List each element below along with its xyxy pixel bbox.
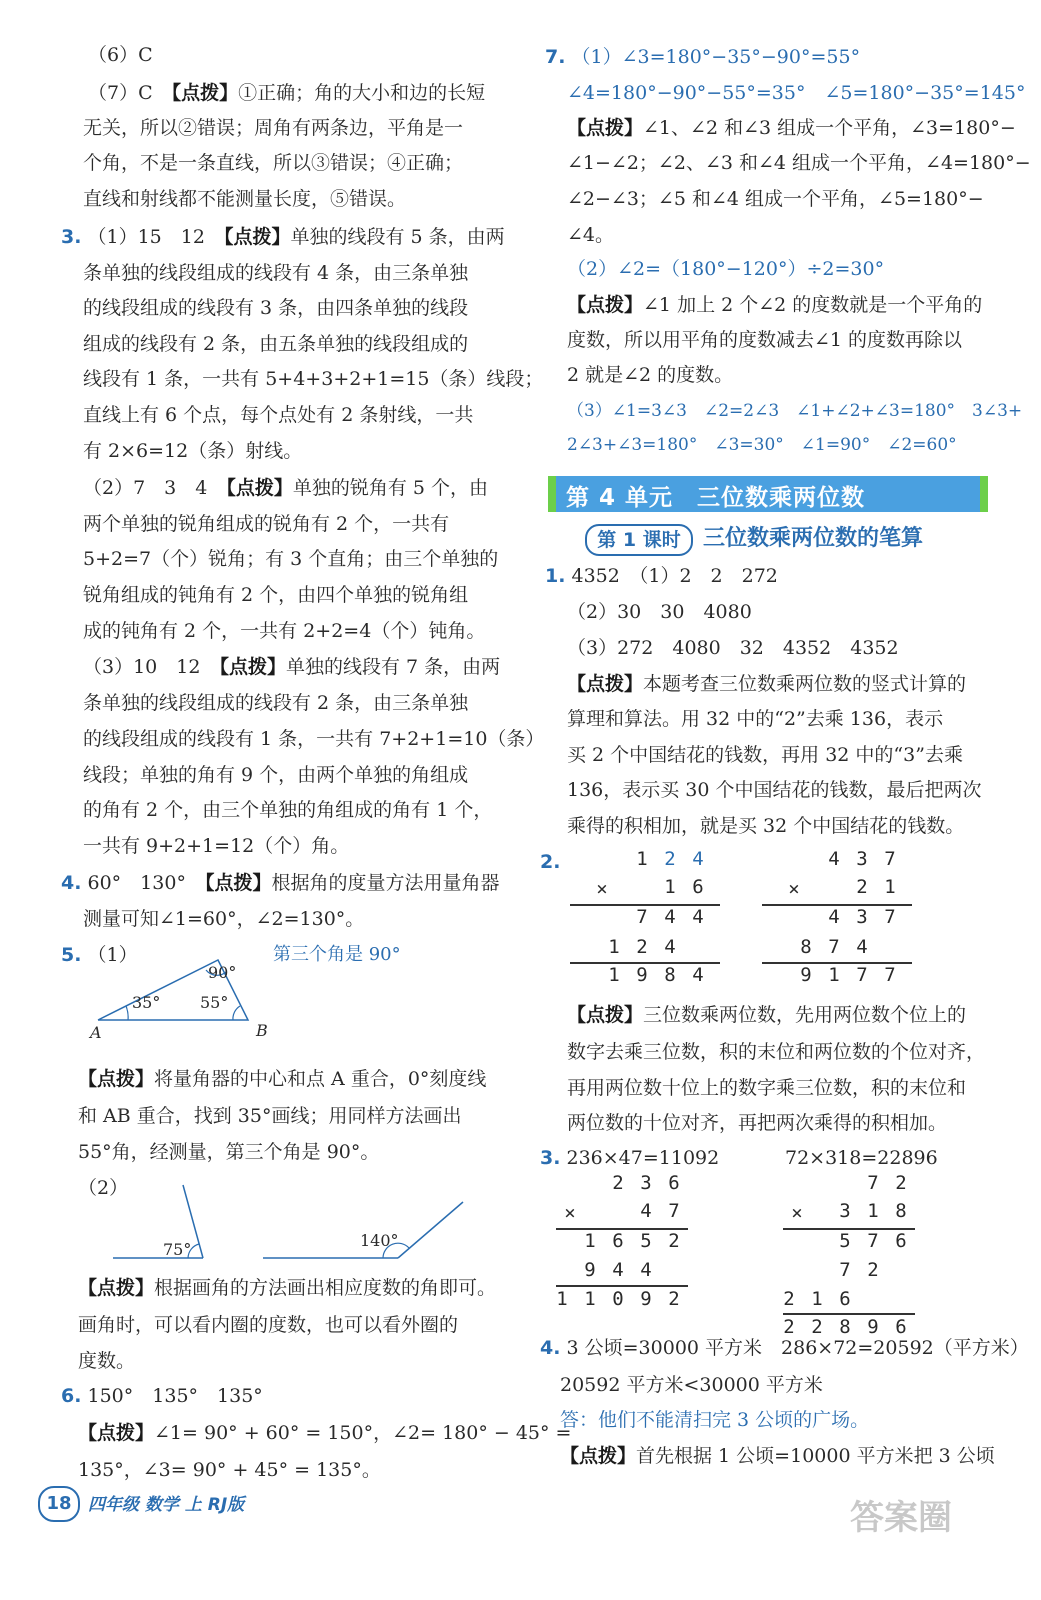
digit: 2	[811, 1316, 823, 1338]
answer-line: 的线段组成的线段有 1 条，一共有 7+2+1=10（条）	[83, 728, 545, 750]
tip-label: 【点拨】	[171, 82, 239, 104]
digit: 6	[839, 1288, 851, 1310]
vertical-multiplication	[762, 848, 912, 988]
angle-arc-55	[233, 1006, 240, 1020]
question-number: 3.	[61, 226, 82, 248]
digit: 1	[867, 1200, 879, 1222]
answer-line: 直线和射线都不能测量长度，⑤错误。	[83, 188, 407, 210]
answer-line: 两位数的十位对齐，再把两次乘得的积相加。	[567, 1112, 948, 1134]
lesson-tag: 第 1 课时	[585, 524, 693, 556]
tip-label: 【点拨】	[78, 1277, 155, 1299]
question-number: 6.	[61, 1385, 82, 1407]
answer-line: 个角，不是一条直线，所以③错误；④正确；	[83, 152, 464, 174]
tip-label: 【点拨】	[567, 294, 644, 316]
digit: 7	[884, 906, 896, 928]
answer-line: 买 2 个中国结花的钱数，再用 32 中的“3”去乘	[567, 744, 963, 766]
digit: 1	[608, 936, 620, 958]
angle-arc-35	[126, 1006, 128, 1020]
label-140: 140°	[360, 1231, 399, 1250]
answer-line: 度数。	[78, 1350, 136, 1372]
answer-line: 乘得的积相加，就是买 32 个中国结花的钱数。	[567, 815, 965, 837]
digit: 4	[828, 848, 840, 870]
digit: 2	[867, 1259, 879, 1281]
answer-line: 再用两位数十位上的数字乘三位数，积的末位和	[567, 1077, 967, 1099]
unit-title: 第 4 单元 三位数乘两位数	[566, 485, 866, 511]
angle140-ray	[398, 1202, 463, 1258]
answer-line: 的角有 2 个，由三个单独的角组成的角有 1 个，	[83, 799, 493, 821]
answer-line: 一共有 9+2+1=12（个）角。	[83, 835, 350, 857]
answer-line: 2∠3+∠3=180° ∠3=30° ∠1=90° ∠2=60°	[567, 435, 957, 455]
answer-line: 成的钝角有 2 个，一共有 2+2=4（个）钝角。	[83, 620, 486, 642]
tip-label: 【点拨】	[78, 1068, 155, 1090]
digit: 7	[668, 1200, 680, 1222]
digit: 7	[884, 848, 896, 870]
tip-label: 【点拨】	[204, 872, 272, 894]
digit: 2	[856, 876, 868, 898]
banner-stripe	[548, 476, 556, 512]
digit: 9	[636, 964, 648, 986]
lesson-title: 三位数乘两位数的笔算	[703, 526, 924, 551]
digit: 7	[856, 964, 868, 986]
answer-line: 55°角，经测量，第三个角是 90°。	[78, 1141, 380, 1163]
times-sign: ×	[596, 878, 608, 900]
question-1: 1. 4352 （1）2 2 272	[545, 565, 778, 587]
digit: 3	[839, 1200, 851, 1222]
question-3-right: 3. 236×47=11092	[540, 1147, 720, 1169]
tip-label: 【点拨】	[567, 1004, 644, 1026]
answer-line: 135°，∠3= 90° + 45° = 135°。	[78, 1459, 381, 1481]
answer-line: 组成的线段有 2 条，由五条单独的线段组成的	[83, 333, 469, 355]
answer-line: 的线段组成的线段有 3 条，由四条单独的线段	[83, 297, 469, 319]
answer-line: 数字去乘三位数，积的末位和两位数的个位对齐，	[567, 1041, 986, 1063]
answer-line: （2）∠2=（180°−120°）÷2=30°	[567, 258, 885, 280]
answer-line: 测量可知∠1=60°，∠2=130°。	[83, 908, 365, 930]
label-90: 90°	[208, 963, 237, 982]
digit: 4	[640, 1259, 652, 1281]
tip-label: 【点拨】	[223, 226, 291, 248]
answer-line: 【点拨】∠1= 90° + 60° = 150°，∠2= 180° − 45° =	[78, 1422, 572, 1444]
answer-line: 【点拨】本题考查三位数乘两位数的竖式计算的	[567, 673, 967, 695]
question-7: 7. （1）∠3=180°−35°−90°=55°	[545, 46, 861, 68]
answer-line: ∠1−∠2；∠2、∠3 和∠4 组成一个平角，∠4=180°−	[567, 152, 1031, 174]
digit: 6	[895, 1230, 907, 1252]
digit: 2	[895, 1172, 907, 1194]
tip-label: 【点拨】	[567, 673, 644, 695]
banner-stripe	[980, 476, 988, 512]
digit: 9	[800, 964, 812, 986]
tip-label: 【点拨】	[560, 1445, 637, 1467]
triangle-diagram	[88, 950, 288, 1045]
answer-line: （6）C	[88, 44, 153, 66]
question-number: 7.	[545, 46, 566, 68]
answer-line: 【点拨】∠1、∠2 和∠3 组成一个平角，∠3=180°−	[567, 117, 1016, 139]
answer-line: 【点拨】∠1 加上 2 个∠2 的度数就是一个平角的	[567, 294, 983, 316]
digit: 2	[668, 1288, 680, 1310]
rule	[783, 1313, 915, 1315]
answer-line: ∠4。	[567, 224, 615, 246]
times-sign: ×	[788, 878, 800, 900]
answer-line: ∠2−∠3；∠5 和∠4 组成一个平角，∠5=180°−	[567, 188, 984, 210]
answer-line: 条单独的线段组成的线段有 4 条，由三条单独	[83, 262, 469, 284]
answer-line: （7）C 【点拨】①正确；角的大小和边的长短	[88, 82, 486, 104]
answer-line: 算理和算法。用 32 中的“2”去乘 136，表示	[567, 708, 944, 730]
tip-label: 【点拨】	[567, 117, 644, 139]
answer-line: 答：他们不能清扫完 3 公顷的广场。	[560, 1409, 870, 1431]
digit: 6	[692, 876, 704, 898]
digit: 4	[664, 936, 676, 958]
answer-line: 和 AB 重合，找到 35°画线；用同样方法画出	[78, 1105, 462, 1127]
answer-line: 20592 平方米<30000 平方米	[560, 1374, 823, 1396]
rule	[556, 1285, 688, 1287]
digit: 5	[640, 1230, 652, 1252]
answer-line: 有 2×6=12（条）射线。	[83, 440, 303, 462]
question-number: 1.	[545, 565, 566, 587]
digit: 7	[884, 964, 896, 986]
angle-drawings	[108, 1180, 468, 1265]
answer-line: 锐角组成的钝角有 2 个，由四个单独的锐角组	[83, 584, 469, 606]
digit: 6	[612, 1230, 624, 1252]
question-number: 4.	[61, 872, 82, 894]
digit: 8	[839, 1316, 851, 1338]
digit: 1	[584, 1288, 596, 1310]
digit: 4	[692, 964, 704, 986]
digit: 7	[839, 1259, 851, 1281]
question-4-right: 4. 3 公顷=30000 平方米 286×72=20592（平方米）	[540, 1337, 1029, 1359]
answer-line: （2）	[78, 1177, 129, 1199]
digit: 6	[895, 1316, 907, 1338]
answer-line: 2 就是∠2 的度数。	[567, 364, 734, 386]
digit: 2	[668, 1230, 680, 1252]
question-number: 5.	[61, 944, 82, 966]
digit: 8	[664, 964, 676, 986]
vertical-multiplication	[556, 1172, 688, 1317]
label-35: 35°	[132, 993, 161, 1012]
page-number: 18	[38, 1486, 80, 1522]
digit: 3	[856, 848, 868, 870]
digit: 1	[811, 1288, 823, 1310]
digit: 1	[556, 1288, 568, 1310]
tip-label: 【点拨】	[219, 656, 286, 678]
q5-note: 第三个角是 90°	[273, 944, 401, 965]
digit: 4	[692, 848, 704, 870]
answer-line: （3）∠1=3∠3 ∠2=2∠3 ∠1+∠2+∠3=180° 3∠3+	[567, 401, 1023, 421]
answer-line: 条单独的线段组成的线段有 2 条，由三条单独	[83, 692, 469, 714]
digit: 7	[828, 936, 840, 958]
digit: 4	[612, 1259, 624, 1281]
digit: 9	[640, 1288, 652, 1310]
answer-line: 线段有 1 条，一共有 5+4+3+2+1=15（条）线段；	[83, 368, 544, 390]
digit: 7	[867, 1172, 879, 1194]
times-sign: ×	[791, 1202, 803, 1224]
digit: 4	[664, 906, 676, 928]
digit: 1	[664, 876, 676, 898]
answer-line: 【点拨】三位数乘两位数，先用两位数个位上的	[567, 1004, 967, 1026]
answer-line: （3）10 12 【点拨】单独的线段有 7 条，由两	[83, 656, 501, 678]
question-number: 3.	[540, 1147, 561, 1169]
footer-book-title: 四年级 数学 上 RJ版	[88, 1495, 245, 1515]
answer-line: 无关，所以②错误；周角有两条边，平角是一	[83, 117, 464, 139]
digit: 7	[867, 1230, 879, 1252]
answer-line: 【点拨】首先根据 1 公顷=10000 平方米把 3 公顷	[560, 1445, 995, 1467]
tip-label: 【点拨】	[226, 477, 293, 499]
answer-line: 度数，所以用平角的度数减去∠1 的度数再除以	[567, 329, 963, 351]
digit: 4	[828, 906, 840, 928]
digit: 3	[856, 906, 868, 928]
question-3: 3. （1）15 12 【点拨】单独的线段有 5 条，由两	[61, 226, 505, 248]
answer-line: （2）30 30 4080	[567, 601, 752, 623]
answer-line: 72×318=22896	[785, 1147, 938, 1169]
question-number: 2.	[540, 851, 561, 873]
digit: 2	[664, 848, 676, 870]
watermark: 答案圈	[850, 1498, 952, 1538]
answer-line: 【点拨】根据画角的方法画出相应度数的角即可。	[78, 1277, 497, 1299]
digit: 2	[612, 1172, 624, 1194]
point-a: A	[90, 1023, 102, 1042]
digit: 5	[839, 1230, 851, 1252]
answer-line: ∠4=180°−90°−55°=35° ∠5=180°−35°=145°	[567, 82, 1026, 104]
answer-line: 两个单独的锐角组成的锐角有 2 个，一共有	[83, 513, 450, 535]
unit-banner	[548, 476, 988, 512]
digit: 9	[584, 1259, 596, 1281]
question-5: 5. （1）	[61, 944, 138, 966]
answer-line: 画角时，可以看内圈的度数，也可以看外圈的	[78, 1314, 459, 1336]
digit: 7	[636, 906, 648, 928]
label-55: 55°	[200, 993, 229, 1012]
answer-line: （2）7 3 4 【点拨】单独的锐角有 5 个，由	[83, 477, 489, 499]
digit: 1	[584, 1230, 596, 1252]
digit: 1	[608, 964, 620, 986]
answer-line: 136，表示买 30 个中国结花的钱数，最后把两次	[567, 779, 982, 801]
digit: 2	[783, 1316, 795, 1338]
digit: 2	[636, 936, 648, 958]
digit: 1	[884, 876, 896, 898]
label-75: 75°	[163, 1240, 192, 1259]
digit: 4	[856, 936, 868, 958]
vertical-multiplication	[570, 848, 720, 988]
answer-line: 线段；单独的角有 9 个，由两个单独的角组成	[83, 764, 469, 786]
question-number: 4.	[540, 1337, 561, 1359]
digit: 8	[800, 936, 812, 958]
digit: 8	[895, 1200, 907, 1222]
point-b: B	[256, 1021, 268, 1040]
answer-line: 5+2=7（个）锐角；有 3 个直角；由三个单独的	[83, 548, 499, 570]
tip-label: 【点拨】	[78, 1422, 155, 1444]
digit: 3	[640, 1172, 652, 1194]
vertical-multiplication	[783, 1172, 915, 1347]
digit: 9	[867, 1316, 879, 1338]
digit: 0	[612, 1288, 624, 1310]
answer-line: 直线上有 6 个点，每个点处有 2 条射线，一共	[83, 404, 474, 426]
times-sign: ×	[564, 1202, 576, 1224]
digit: 6	[668, 1172, 680, 1194]
question-4: 4. 60° 130° 【点拨】根据角的度量方法用量角器	[61, 872, 500, 894]
digit: 1	[828, 964, 840, 986]
answer-line: （3）272 4080 32 4352 4352	[567, 637, 899, 659]
digit: 4	[640, 1200, 652, 1222]
answer-line: 【点拨】将量角器的中心和点 A 重合，0°刻度线	[78, 1068, 487, 1090]
question-2	[540, 847, 560, 877]
digit: 1	[636, 848, 648, 870]
question-6: 6. 150° 135° 135°	[61, 1385, 263, 1407]
digit: 4	[692, 906, 704, 928]
digit: 2	[783, 1288, 795, 1310]
